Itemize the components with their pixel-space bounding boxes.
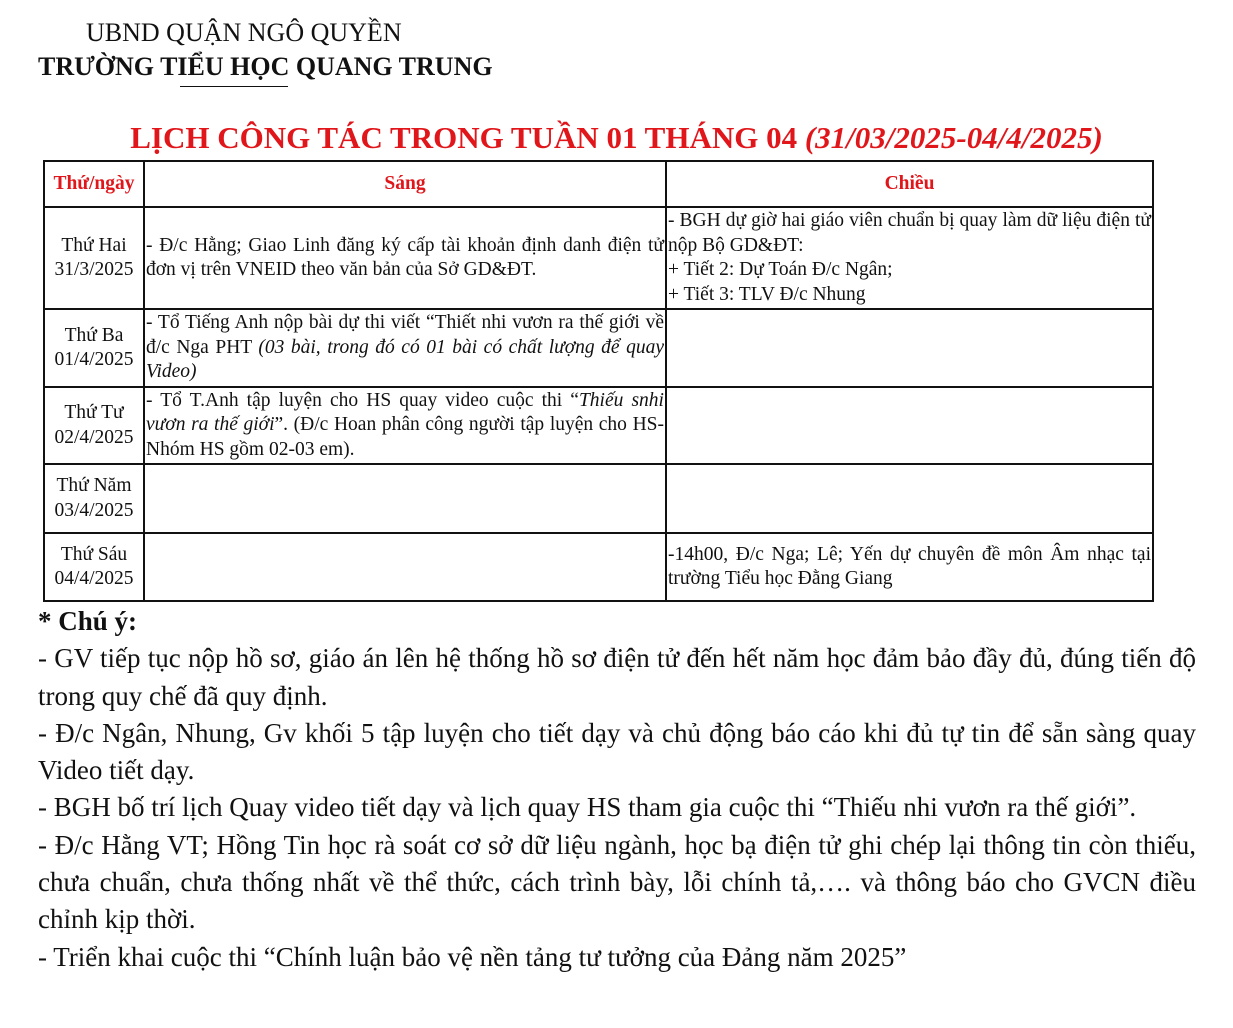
day-cell: Thứ Hai 31/3/2025 bbox=[44, 207, 144, 309]
header-underline bbox=[180, 86, 288, 87]
afternoon-cell bbox=[666, 387, 1153, 464]
schedule-table bbox=[43, 160, 1154, 602]
title-main: LỊCH CÔNG TÁC TRONG TUẦN 01 THÁNG 04 bbox=[130, 120, 805, 155]
afternoon-cell bbox=[666, 309, 1153, 387]
morning-cell bbox=[144, 533, 666, 601]
morning-cell: - Tổ Tiếng Anh nộp bài dự thi viết “Thiết nhi vươn ra thế giới về đ/c Nga PHT (03 bài, trong đó có 01 bài có chất lượng để quay Video) bbox=[144, 309, 666, 387]
morning-cell: - Đ/c Hằng; Giao Linh đăng ký cấp tài khoản định danh điện tử đơn vị trên VNEID theo văn bản của Sở GD&ĐT. bbox=[144, 207, 666, 309]
note-item: - BGH bố trí lịch Quay video tiết dạy và lịch quay HS tham gia cuộc thi “Thiếu nhi vươn ra thế giới”. bbox=[38, 792, 1137, 823]
col-morning: Sáng bbox=[144, 161, 666, 207]
day-cell: Thứ Sáu 04/4/2025 bbox=[44, 533, 144, 601]
note-item: - Triển khai cuộc thi “Chính luận bảo vệ nền tảng tư tưởng của Đảng năm 2025” bbox=[38, 941, 907, 972]
afternoon-cell: - BGH dự giờ hai giáo viên chuẩn bị quay làm dữ liệu điện tử nộp Bộ GD&ĐT: + Tiết 2: Dự Toán Đ/c Ngân; + Tiết 3: TLV Đ/c Nhung bbox=[666, 207, 1153, 309]
table-row bbox=[44, 387, 1153, 464]
afternoon-cell bbox=[666, 464, 1153, 533]
table-header bbox=[44, 161, 1153, 207]
day-cell: Thứ Ba 01/4/2025 bbox=[44, 309, 144, 387]
school-name: TRƯỜNG TIỂU HỌC QUANG TRUNG bbox=[38, 52, 493, 81]
morning-cell bbox=[144, 464, 666, 533]
afternoon-cell: -14h00, Đ/c Nga; Lê; Yến dự chuyên đề môn Âm nhạc tại trường Tiểu học Đằng Giang bbox=[666, 533, 1153, 601]
morning-cell: - Tổ T.Anh tập luyện cho HS quay video cuộc thi “Thiếu snhi vươn ra thế giới”. (Đ/c Hoan phân công người tập luyện cho HS- Nhóm HS gồm 02-03 em). bbox=[144, 387, 666, 464]
table-row bbox=[44, 533, 1153, 601]
table-row bbox=[44, 207, 1153, 309]
note-item: - Đ/c Ngân, Nhung, Gv khối 5 tập luyện cho tiết dạy và chủ động báo cáo khi đủ tự tin để sẵn sàng quay Video tiết dạy. bbox=[38, 717, 1196, 786]
day-cell: Thứ Năm 03/4/2025 bbox=[44, 464, 144, 533]
col-day: Thứ/ngày bbox=[44, 161, 144, 207]
notes-title: * Chú ý: bbox=[38, 606, 138, 636]
note-item: - Đ/c Hằng VT; Hồng Tin học rà soát cơ sở dữ liệu ngành, học bạ điện tử ghi chép lại thông tin còn thiếu, chưa chuẩn, chưa thống nhất về thể thức, cách trình bày, lỗi chính tả,…. và thông báo cho GVCN điều chỉnh kịp thời. bbox=[38, 829, 1196, 935]
authority-name: UBND QUẬN NGÔ QUYỀN bbox=[86, 18, 402, 47]
table-row bbox=[44, 464, 1153, 533]
title-dates: (31/03/2025-04/4/2025) bbox=[804, 120, 1103, 155]
notes-section bbox=[38, 603, 1196, 976]
day-cell: Thứ Tư 02/4/2025 bbox=[44, 387, 144, 464]
table-row bbox=[44, 309, 1153, 387]
note-item: - GV tiếp tục nộp hồ sơ, giáo án lên hệ thống hồ sơ điện tử đến hết năm học đảm bảo đầy đủ, đúng tiến độ trong quy chế đã quy định. bbox=[38, 643, 1196, 711]
col-afternoon: Chiều bbox=[666, 161, 1153, 207]
page-title bbox=[0, 120, 1233, 156]
